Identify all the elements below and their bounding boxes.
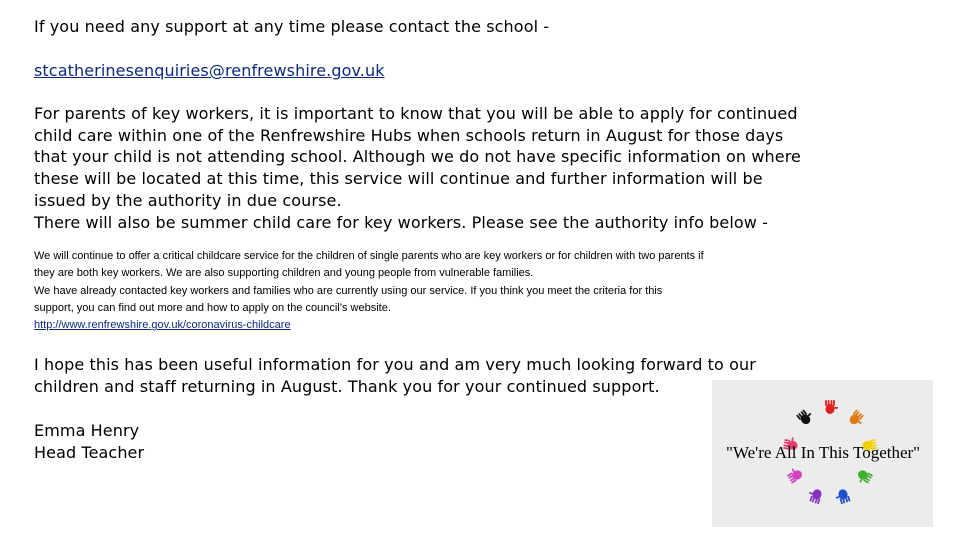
closing-paragraph [34, 354, 794, 397]
support-intro [34, 16, 549, 38]
hand-print [834, 488, 851, 506]
paragraph-line: For parents of key workers, it is important to know that you will be able to apply for continued [34, 104, 798, 123]
paragraph-line: that your child is not attending school. Although we do not have specific information on where [34, 147, 801, 167]
contact-email-link[interactable]: stcatherinesenquiries@renfrewshire.gov.uk [34, 61, 385, 80]
hand-print [855, 468, 874, 486]
council-info-quote [34, 248, 844, 334]
hand-print [825, 400, 838, 414]
support-intro-text: If you need any support at any time please contact the school - [34, 17, 550, 36]
quote-line: support, you can find out more and how to apply on the council’s website. [34, 301, 391, 314]
paragraph-line: I hope this has been useful information for you and am very much looking forward to our [34, 355, 756, 374]
quote-line: We will continue to offer a critical childcare service for the children of single parents who are key workers or for children with two parents if [34, 250, 704, 262]
signoff-name: Emma Henry [34, 421, 140, 440]
hands-circle-icon [712, 380, 933, 527]
logo-caption: "We're All In This Together" [726, 443, 921, 462]
hand-print [796, 407, 815, 426]
contact-email-block [34, 60, 385, 82]
paragraph-line: child care within one of the Renfrewshire Hubs when schools return in August for those days [34, 125, 784, 145]
signoff [34, 420, 144, 463]
council-childcare-link[interactable]: http://www.renfrewshire.gov.uk/coronavirus-childcare [34, 319, 291, 332]
together-logo [712, 380, 933, 527]
paragraph-line: There will also be summer child care for key workers. Please see the authority info below - [34, 212, 769, 232]
hand-print [806, 487, 823, 505]
hand-print [847, 409, 866, 428]
paragraph-line: children and staff returning in August. Thank you for your continued support. [34, 376, 660, 396]
paragraph-line: issued by the authority in due course. [34, 190, 342, 210]
quote-line: they are both key workers. We are also supporting children and young people from vulnerable families. [34, 267, 534, 280]
hand-print [785, 466, 804, 484]
key-workers-paragraph [34, 103, 844, 233]
quote-line: We have already contacted key workers and families who are currently using our service. If you think you meet the criteria for this [34, 284, 663, 297]
paragraph-line: these will be located at this time, this service will continue and further information will be [34, 169, 763, 189]
signoff-role: Head Teacher [34, 442, 145, 462]
